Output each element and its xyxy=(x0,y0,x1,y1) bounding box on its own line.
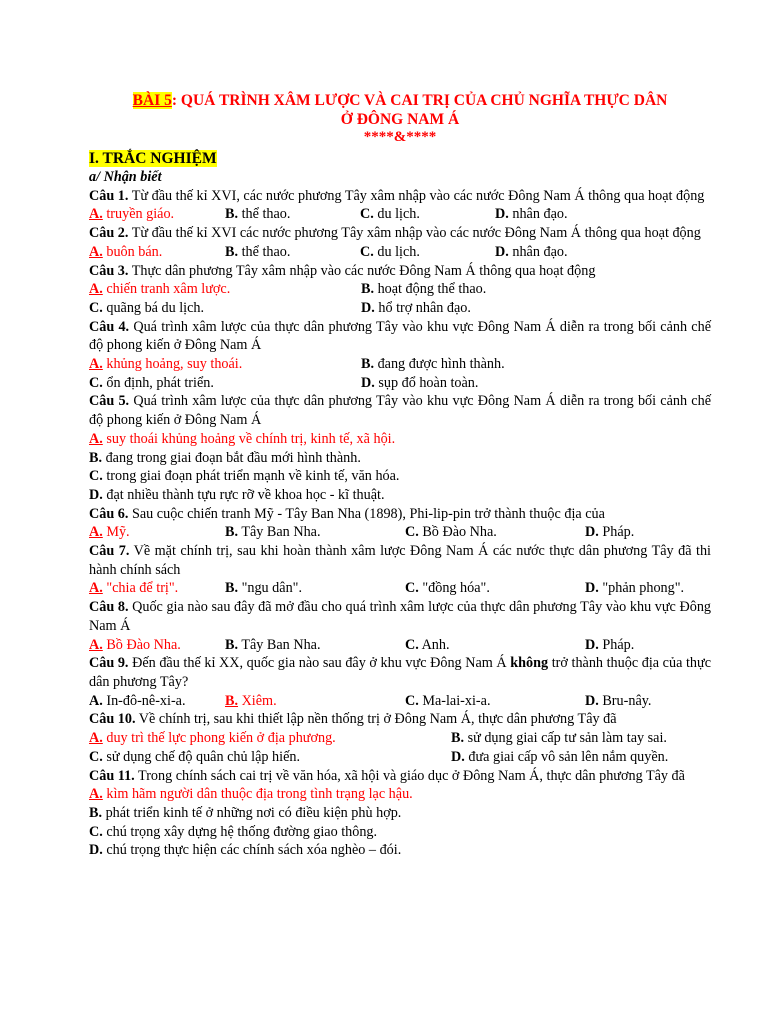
answers-2 xyxy=(89,243,711,262)
answer-d: D. "phản phong". xyxy=(585,580,685,597)
answers-4-row1 xyxy=(89,355,711,374)
answer-b: B. hoạt động thể thao. xyxy=(361,281,487,298)
answer-c: C. du lịch. xyxy=(360,243,420,260)
answer-d: D. Pháp. xyxy=(585,636,635,653)
answer-b: B. thể thao. xyxy=(225,243,291,260)
title-ornament: ****&**** xyxy=(363,129,437,145)
answer-b: B. Tây Ban Nha. xyxy=(225,524,321,541)
answer-a: A. truyền giáo. xyxy=(89,206,175,223)
answer-c: C. trong giai đoạn phát triển mạnh về kinh tế, văn hóa. xyxy=(89,468,400,485)
question-8: Câu 8. Quốc gia nào sau đây đã mở đầu cho quá trình xâm lược của thực dân phương Tây vào khu vực Đông Nam Á xyxy=(89,599,712,634)
emphasis-not: không xyxy=(510,655,549,672)
document-page xyxy=(89,92,711,860)
answer-d: D. đạt nhiều thành tựu rực rỡ về khoa học - kĩ thuật. xyxy=(89,486,385,503)
answer-b: B. đang trong giai đoạn bắt đầu mới hình thành. xyxy=(89,449,361,466)
answers-10-row1 xyxy=(89,729,711,748)
answers-4-row2 xyxy=(89,374,711,393)
question-2: Câu 2. Từ đầu thế kỉ XVI các nước phương Tây xâm nhập vào các nước Đông Nam Á thông qua hoạt động xyxy=(89,225,701,242)
answers-8 xyxy=(89,636,711,655)
answer-a: A. suy thoái khủng hoảng về chính trị, kinh tế, xã hội. xyxy=(89,430,396,447)
answer-d: D. chú trọng thực hiện các chính sách xóa nghèo – đói. xyxy=(89,842,402,859)
question-4: Câu 4. Quá trình xâm lược của thực dân phương Tây vào khu vực Đông Nam Á diễn ra trong bối cảnh chế độ phong kiến ở Đông Nam Á xyxy=(89,318,711,354)
lesson-number: BÀI 5 xyxy=(132,92,172,109)
answer-c: C. Ma-lai-xi-a. xyxy=(405,692,491,709)
answer-d: D. nhân đạo. xyxy=(495,206,568,223)
answer-a: A. Mỹ. xyxy=(89,524,130,541)
answers-10-row2 xyxy=(89,748,711,767)
question-3: Câu 3. Thực dân phương Tây xâm nhập vào các nước Đông Nam Á thông qua hoạt động xyxy=(89,262,596,279)
answer-d: D. nhân đạo. xyxy=(495,243,568,260)
answer-b: B. Tây Ban Nha. xyxy=(225,636,321,653)
question-1: Câu 1. Từ đầu thế kỉ XVI, các nước phương Tây xâm nhập vào các nước Đông Nam Á thông qua hoạt động xyxy=(89,187,705,204)
answer-a: A. khủng hoảng, suy thoái. xyxy=(89,356,243,373)
answer-a: A. duy trì thế lực phong kiến ở địa phương. xyxy=(89,730,336,747)
answer-d: D. Bru-nây. xyxy=(585,692,652,709)
lesson-title: BÀI 5: QUÁ TRÌNH XÂM LƯỢC VÀ CAI TRỊ CỦA CHỦ NGHĨA THỰC DÂN Ở ĐÔNG NAM Á xyxy=(132,92,668,128)
answer-c: C. du lịch. xyxy=(360,206,420,223)
answer-b: B. Xiêm. xyxy=(225,692,277,709)
answer-d: D. đưa giai cấp vô sản lên nắm quyền. xyxy=(451,748,669,765)
answer-c: C. sử dụng chế độ quân chủ lập hiến. xyxy=(89,748,301,765)
answer-b: B. sử dụng giai cấp tư sản làm tay sai. xyxy=(451,730,667,747)
answer-c: C. quãng bá du lịch. xyxy=(89,299,205,316)
section-heading: I. TRẮC NGHIỆM xyxy=(89,150,217,167)
answer-a: A. "chia để trị". xyxy=(89,580,179,597)
question-9: Câu 9. Đến đầu thế kỉ XX, quốc gia nào sau đây ở khu vực Đông Nam Á không trở thành thuộc địa của thực dân phương Tây? xyxy=(89,655,711,690)
answer-c: C. ổn định, phát triển. xyxy=(89,374,214,391)
lesson-title-line1: QUÁ TRÌNH XÂM LƯỢC VÀ CAI TRỊ CỦA CHỦ NGHĨA THỰC DÂN xyxy=(180,92,668,109)
question-10: Câu 10. Về chính trị, sau khi thiết lập nền thống trị ở Đông Nam Á, thực dân phương Tây đã xyxy=(89,711,617,728)
question-7: Câu 7. Về mặt chính trị, sau khi hoàn thành xâm lược Đông Nam Á các nước thực dân phương Tây đã thi hành chính sách xyxy=(89,543,711,578)
answer-a: A. chiến tranh xâm lược. xyxy=(89,281,231,298)
answers-3-row2 xyxy=(89,299,711,318)
question-5: Câu 5. Quá trình xâm lược của thực dân phương Tây vào khu vực Đông Nam Á diễn ra trong bối cảnh chế độ phong kiến ở Đông Nam Á xyxy=(89,393,711,429)
answer-d: D. hổ trợ nhân đạo. xyxy=(361,299,471,316)
answer-a: A. kìm hãm người dân thuộc địa trong tình trạng lạc hậu. xyxy=(89,786,413,803)
answer-c: C. Bồ Đào Nha. xyxy=(405,524,497,541)
answer-d: D. sụp đổ hoàn toàn. xyxy=(361,374,479,391)
lesson-title-line2: Ở ĐÔNG NAM Á xyxy=(340,110,460,128)
answers-3-row1 xyxy=(89,280,711,299)
answers-9 xyxy=(89,692,711,711)
question-11: Câu 11. Trong chính sách cai trị về văn hóa, xã hội và giáo dục ở Đông Nam Á, thực dân phương Tây đã xyxy=(89,767,685,784)
answer-b: B. "ngu dân". xyxy=(225,580,303,597)
answer-b: B. đang được hình thành. xyxy=(361,356,505,373)
answer-c: C. chú trọng xây dựng hệ thống đường giao thông. xyxy=(89,823,378,840)
answers-7 xyxy=(89,579,711,598)
answer-c: C. "đồng hóa". xyxy=(405,580,490,597)
answer-a: A. buôn bán. xyxy=(89,243,163,260)
answer-b: B. thể thao. xyxy=(225,206,291,223)
answer-c: C. Anh. xyxy=(405,636,450,653)
answer-a: A. Bồ Đào Nha. xyxy=(89,636,181,653)
question-6: Câu 6. Sau cuộc chiến tranh Mỹ - Tây Ban Nha (1898), Phi-lip-pin trở thành thuộc địa của xyxy=(89,505,605,522)
answers-1 xyxy=(89,205,711,224)
answer-d: D. Pháp. xyxy=(585,524,635,541)
answer-b: B. phát triển kinh tế ở những nơi có điều kiện phù hợp. xyxy=(89,804,402,821)
answer-a: A. In-đô-nê-xi-a. xyxy=(89,692,186,709)
answers-6 xyxy=(89,523,711,542)
subsection-heading: a/ Nhận biết xyxy=(89,169,162,185)
